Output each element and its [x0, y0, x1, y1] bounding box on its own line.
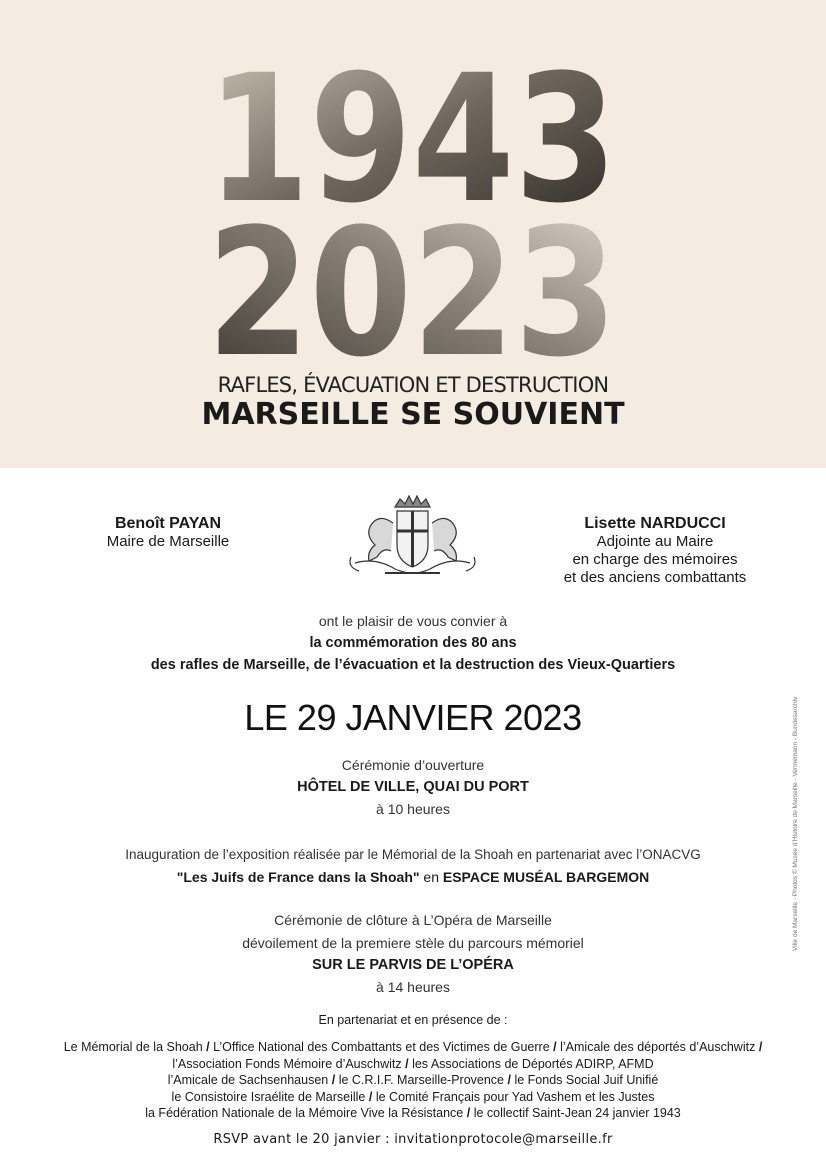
separator: / — [206, 1040, 210, 1054]
header-subtitle: RAFLES, ÉVACUATION ET DESTRUCTION — [217, 373, 609, 397]
opening-time: à 10 heures — [376, 801, 450, 817]
expo-place: ESPACE MUSÉAL BARGEMON — [442, 869, 650, 885]
host-left-role: Maire de Marseille — [106, 533, 230, 550]
partner: l’Association Fonds Mémoire d’Auschwitz — [172, 1056, 402, 1071]
separator: / — [553, 1040, 557, 1054]
opening-label: Cérémonie d’ouverture — [341, 757, 485, 773]
host-right-name: Lisette NARDUCCI — [584, 515, 726, 532]
year-end-text: 2023 — [207, 191, 617, 360]
closing-time: à 14 heures — [376, 979, 450, 995]
invitation-line-2: la commémoration des 80 ans — [309, 635, 517, 651]
expo-in: en — [419, 869, 443, 885]
host-left — [68, 515, 268, 551]
separator: / — [758, 1040, 763, 1054]
host-right-role-1: Adjointe au Maire — [596, 533, 714, 550]
rsvp-line: RSVP avant le 20 janvier : invitationprotocole@marseille.fr — [213, 1132, 613, 1147]
host-right-role-3: et des anciens combattants — [563, 569, 747, 586]
partner: le Comité Français pour Yad Vashem et les Justes — [375, 1089, 655, 1104]
invitation-line-3: des rafles de Marseille, de l’évacuation et la destruction des Vieux-Quartiers — [150, 657, 676, 673]
host-left-name: Benoît PAYAN — [114, 515, 222, 532]
header-title: MARSEILLE SE SOUVIENT — [201, 397, 625, 432]
closing-desc: dévoilement de la premiere stèle du parcours mémoriel — [242, 935, 584, 951]
expo-title: "Les Juifs de France dans la Shoah" — [176, 869, 420, 885]
partner: les Associations de Déportés ADIRP, AFMD — [412, 1056, 654, 1071]
partners-list — [0, 1039, 826, 1122]
partners-line-4 — [0, 1089, 826, 1106]
partner: L’Office National des Combattants et des Victimes de Guerre — [213, 1040, 550, 1054]
closing-label: Cérémonie de clôture à L’Opéra de Marseille — [274, 912, 552, 928]
partners-intro: En partenariat et en présence de : — [318, 1013, 508, 1027]
partners-line-5 — [0, 1105, 826, 1122]
header-banner — [0, 0, 826, 468]
host-right — [540, 515, 770, 587]
separator: / — [405, 1056, 409, 1071]
partner: le Consistoire Israélite de Marseille — [171, 1089, 366, 1104]
closing-place: SUR LE PARVIS DE L’OPÉRA — [312, 957, 514, 973]
partners-line-3 — [0, 1072, 826, 1089]
partners-line-1 — [0, 1039, 826, 1056]
partner: le collectif Saint-Jean 24 janvier 1943 — [473, 1106, 681, 1120]
invitation-line-1: ont le plaisir de vous convier à — [318, 613, 508, 629]
separator: / — [466, 1106, 471, 1120]
photo-credit: Ville de Marseille - Photos © Musée d’Histoire de Marseille - Vennemann - Bundesarchiv — [792, 696, 799, 951]
marseille-coat-of-arms-icon — [345, 493, 480, 583]
expo-line: Inauguration de l’exposition réalisée par le Mémorial de la Shoah en partenariat avec l’ONACVG — [125, 847, 701, 862]
separator: / — [368, 1089, 373, 1104]
partner: l’Amicale de Sachsenhausen — [167, 1073, 329, 1087]
partner: le Fonds Social Juif Unifié — [514, 1073, 659, 1087]
partner: Le Mémorial de la Shoah — [63, 1040, 203, 1054]
expo-title-line — [0, 869, 826, 885]
separator: / — [507, 1073, 511, 1087]
partner: l’Amicale des déportés d’Auschwitz — [560, 1040, 756, 1054]
host-right-role-2: en charge des mémoires — [572, 551, 738, 568]
year-start-text: 1943 — [207, 60, 617, 242]
partners-line-2 — [0, 1056, 826, 1073]
opening-place: HÔTEL DE VILLE, QUAI DU PORT — [297, 779, 529, 795]
event-date: LE 29 JANVIER 2023 — [244, 697, 582, 738]
partner: le C.R.I.F. Marseille-Provence — [338, 1073, 505, 1087]
partner: la Fédération Nationale de la Mémoire Vive la Résistance — [145, 1106, 464, 1120]
years-photo-graphic — [205, 60, 620, 360]
separator: / — [331, 1073, 336, 1087]
